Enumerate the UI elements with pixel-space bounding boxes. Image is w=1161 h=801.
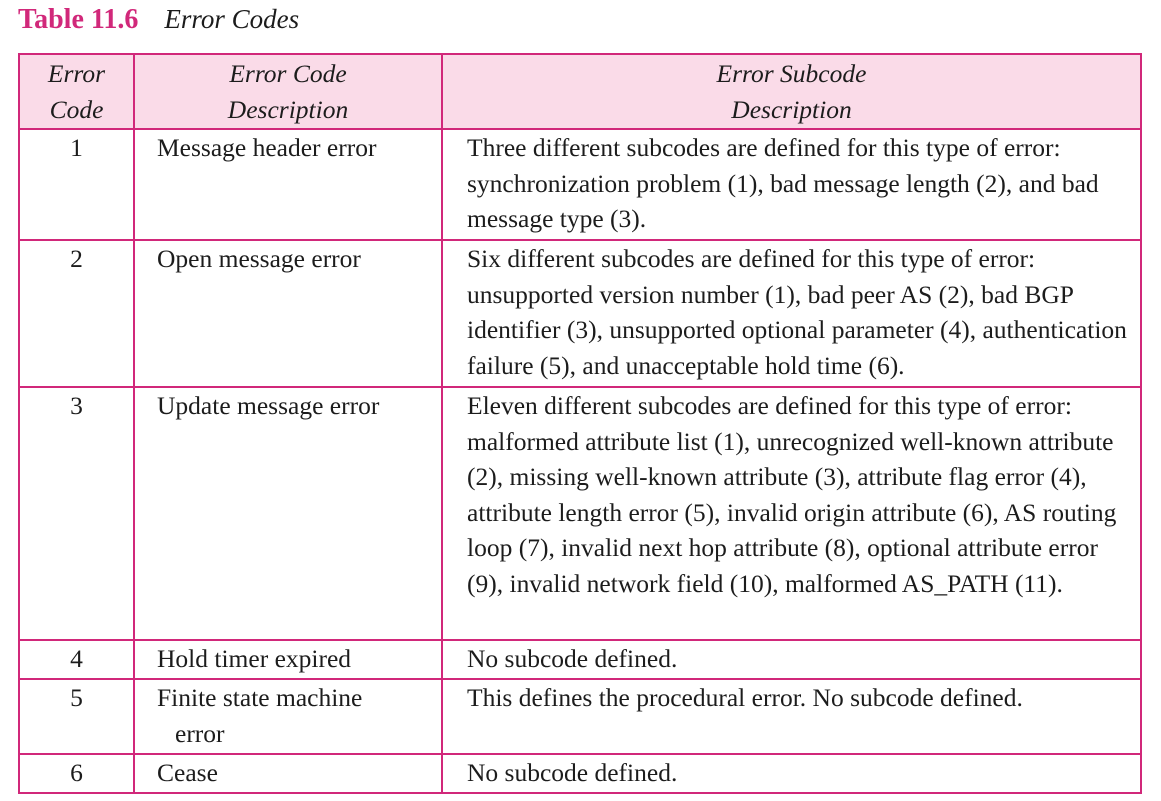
header-row xyxy=(19,54,1141,129)
table-row xyxy=(19,679,1141,754)
error-code-cell: 3 xyxy=(19,387,134,640)
subcode-description-cell: Eleven different subcodes are defined for this type of error: malformed attribute list (1), unrecognized well-known attribute (2), missing well-known attribute (3), attribute flag error (4), attribute length error (5), invalid origin attribute (6), AS routing loop (7), invalid next hop attribute (8), optional attribute error (9), invalid network field (10), malformed AS_PATH (11). xyxy=(442,387,1141,640)
error-description-cell: Hold timer expired xyxy=(134,640,442,679)
error-description-cell: Finite state machine error xyxy=(134,679,442,754)
subcode-description-cell: No subcode defined. xyxy=(442,754,1141,793)
error-description-cell: Cease xyxy=(134,754,442,793)
header-error-code: Error Code xyxy=(19,54,134,129)
table-row xyxy=(19,754,1141,793)
error-code-cell: 1 xyxy=(19,129,134,240)
subcode-description-cell: Three different subcodes are defined for this type of error: synchronization problem (1), bad message length (2), and bad message type (3). xyxy=(442,129,1141,240)
error-description-cell: Message header error xyxy=(134,129,442,240)
error-code-cell: 5 xyxy=(19,679,134,754)
table-label: Table 11.6 xyxy=(18,4,139,35)
error-codes-table xyxy=(18,53,1142,794)
error-code-cell: 4 xyxy=(19,640,134,679)
subcode-description-cell: Six different subcodes are defined for this type of error: unsupported version number (1), bad peer AS (2), bad BGP identifier (3), unsupported optional parameter (4), authentication failure (5), and unacceptable hold time (6). xyxy=(442,240,1141,387)
error-code-cell: 6 xyxy=(19,754,134,793)
header-error-subcode-description: Error Subcode Description xyxy=(442,54,1141,129)
table-caption xyxy=(18,4,299,40)
error-description-cell: Update message error xyxy=(134,387,442,640)
table-row xyxy=(19,387,1141,640)
table-row xyxy=(19,129,1141,240)
subcode-description-cell: This defines the procedural error. No subcode defined. xyxy=(442,679,1141,754)
table-row xyxy=(19,240,1141,387)
error-code-cell: 2 xyxy=(19,240,134,387)
error-description-cell: Open message error xyxy=(134,240,442,387)
table-row xyxy=(19,640,1141,679)
header-error-code-description: Error Code Description xyxy=(134,54,442,129)
subcode-description-cell: No subcode defined. xyxy=(442,640,1141,679)
table-title: Error Codes xyxy=(164,4,300,34)
